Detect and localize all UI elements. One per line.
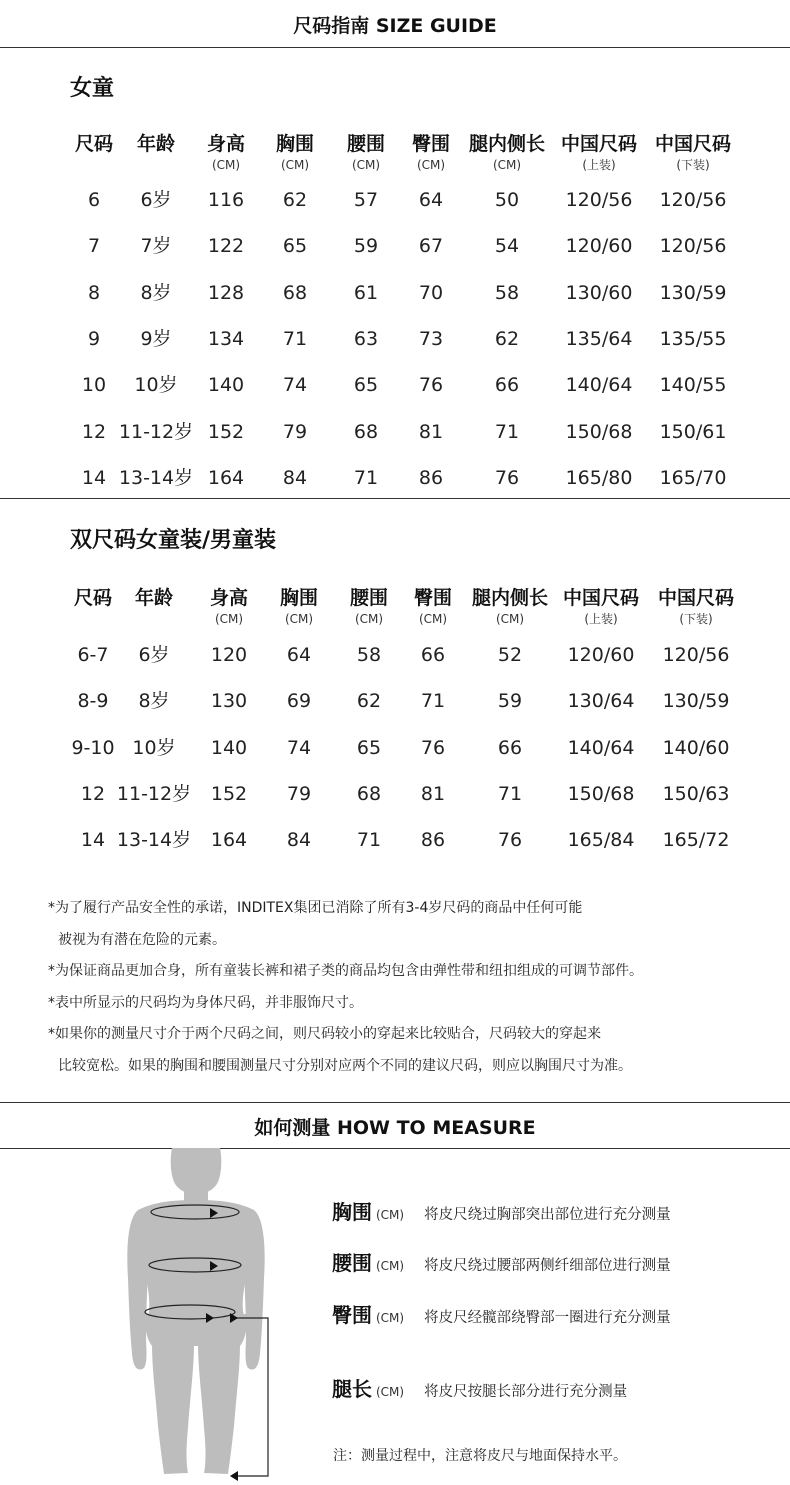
table-cell: 63	[353, 328, 379, 350]
table-cell: 64	[418, 189, 444, 211]
table-cell: 62	[282, 189, 308, 211]
column-header	[643, 133, 743, 173]
measure-label: 胸围	[332, 1200, 372, 1224]
table-cell: 11-12岁	[118, 421, 194, 443]
table-cell: 120/60	[567, 644, 635, 666]
table-cell: 68	[282, 282, 308, 304]
table-cell: 79	[286, 783, 312, 805]
table-cell: 140	[210, 737, 248, 759]
column-header	[457, 133, 557, 173]
table-cell: 73	[418, 328, 444, 350]
column-header-label: 中国尺码	[562, 587, 639, 609]
table-cell: 71	[497, 783, 523, 805]
table-cell: 122	[207, 235, 245, 257]
column-header-unit: (上装)	[582, 158, 616, 172]
note-line: *为保证商品更加合身，所有童装长裤和裙子类的商品均包含由弹性带和纽扣组成的可调节部件。	[48, 963, 643, 979]
table-cell: 135/64	[565, 328, 633, 350]
table-cell: 140/64	[567, 737, 635, 759]
table-cell: 8岁	[138, 690, 170, 712]
note-line: 被视为有潜在危险的元素。	[58, 931, 226, 948]
column-header-label: 身高	[209, 587, 248, 609]
table-cell: 9-10	[71, 737, 115, 759]
table-cell: 68	[353, 421, 379, 443]
measure-unit: (CM)	[376, 1385, 405, 1399]
table-cell: 150/68	[565, 421, 633, 443]
size-guide-title: 尺码指南 SIZE GUIDE	[293, 15, 497, 37]
table-cell: 74	[286, 737, 312, 759]
column-header-label: 腿内侧长	[468, 133, 545, 155]
table-cell: 67	[418, 235, 444, 257]
table-cell: 130/59	[659, 282, 727, 304]
table-cell: 66	[420, 644, 446, 666]
table-cell: 120/56	[662, 644, 730, 666]
column-header	[646, 587, 746, 627]
table-cell: 165/72	[662, 829, 730, 851]
table-cell: 130	[210, 690, 248, 712]
table-cell: 86	[418, 467, 444, 489]
column-header-label: 身高	[206, 133, 245, 155]
table-cell: 164	[207, 467, 245, 489]
column-header	[549, 133, 649, 173]
table-title: 双尺码女童装/男童装	[70, 528, 277, 553]
table-cell: 165/80	[565, 467, 633, 489]
column-header-unit: (CM)	[354, 612, 384, 626]
column-header-unit: (CM)	[211, 158, 241, 172]
table-cell: 10	[81, 374, 107, 396]
table-cell: 71	[420, 690, 446, 712]
table-cell: 64	[286, 644, 312, 666]
column-header	[460, 587, 560, 627]
table-cell: 71	[494, 421, 520, 443]
note-line: *表中所显示的尺码均为身体尺码，并非服饰尺寸。	[48, 994, 363, 1011]
table-cell: 71	[353, 467, 379, 489]
table-cell: 13-14岁	[118, 467, 194, 489]
measure-item-waist	[332, 1247, 671, 1276]
body-figure-illustration	[110, 1148, 285, 1483]
table-cell: 50	[494, 189, 520, 211]
table-cell: 59	[497, 690, 523, 712]
table-cell: 65	[282, 235, 308, 257]
table-cell: 152	[207, 421, 245, 443]
table-cell: 164	[210, 829, 248, 851]
column-header-unit: (下装)	[679, 612, 713, 626]
table-cell: 135/55	[659, 328, 727, 350]
table-cell: 58	[356, 644, 382, 666]
table-cell: 65	[356, 737, 382, 759]
table-cell: 10岁	[134, 374, 178, 396]
column-header-unit: (下装)	[676, 158, 710, 172]
table-cell: 140/60	[662, 737, 730, 759]
table-cell: 79	[282, 421, 308, 443]
column-header-label: 年龄	[136, 133, 175, 155]
column-header-label: 中国尺码	[657, 587, 734, 609]
measure-unit: (CM)	[376, 1259, 405, 1273]
table-cell: 120/60	[565, 235, 633, 257]
table-cell: 140	[207, 374, 245, 396]
table-cell: 52	[497, 644, 523, 666]
table-cell: 58	[494, 282, 520, 304]
table-cell: 76	[497, 829, 523, 851]
column-header-label: 臀围	[411, 133, 450, 155]
column-header-label: 尺码	[73, 587, 112, 609]
table-cell: 84	[282, 467, 308, 489]
column-header-unit: (CM)	[351, 158, 381, 172]
column-header-label: 胸围	[275, 133, 314, 155]
table-cell: 165/70	[659, 467, 727, 489]
table-cell: 81	[418, 421, 444, 443]
column-header-unit: (CM)	[280, 158, 310, 172]
column-header-unit: (CM)	[492, 158, 522, 172]
table-cell: 150/61	[659, 421, 727, 443]
column-header-label: 腿内侧长	[471, 587, 548, 609]
table-cell: 71	[356, 829, 382, 851]
table-cell: 66	[494, 374, 520, 396]
table-cell: 7岁	[140, 235, 172, 257]
table-cell: 74	[282, 374, 308, 396]
table-cell: 6-7	[77, 644, 109, 666]
measure-desc: 将皮尺绕过胸部突出部位进行充分测量	[424, 1207, 671, 1223]
body-silhouette	[127, 1148, 264, 1474]
table-cell: 120/56	[659, 235, 727, 257]
table-cell: 140/55	[659, 374, 727, 396]
table-cell: 6岁	[140, 189, 172, 211]
table-cell: 68	[356, 783, 382, 805]
table-cell: 165/84	[567, 829, 635, 851]
table-cell: 150/68	[567, 783, 635, 805]
table-cell: 62	[494, 328, 520, 350]
table-cell: 81	[420, 783, 446, 805]
measure-unit: (CM)	[376, 1208, 405, 1222]
measure-item-leg	[332, 1373, 627, 1402]
note-line: *为了履行产品安全性的承诺，INDITEX集团已消除了所有3-4岁尺码的商品中任何可能	[48, 900, 583, 916]
measure-label: 腰围	[332, 1251, 372, 1275]
table-cell: 116	[207, 189, 245, 211]
table-cell: 86	[420, 829, 446, 851]
measure-desc: 将皮尺经髋部绕臀部一圈进行充分测量	[424, 1310, 671, 1326]
table-cell: 71	[282, 328, 308, 350]
table-cell: 76	[494, 467, 520, 489]
table-cell: 12	[80, 783, 106, 805]
table-cell: 11-12岁	[116, 783, 192, 805]
column-header-unit: (CM)	[418, 612, 448, 626]
table-cell: 128	[207, 282, 245, 304]
table-cell: 59	[353, 235, 379, 257]
divider	[0, 498, 790, 499]
table-cell: 76	[418, 374, 444, 396]
table-cell: 9	[87, 328, 101, 350]
arrow-icon	[230, 1471, 238, 1481]
column-header-unit: (CM)	[495, 612, 525, 626]
column-header	[551, 587, 651, 627]
table-cell: 65	[353, 374, 379, 396]
table-cell: 14	[81, 467, 107, 489]
measure-label: 臀围	[332, 1303, 372, 1327]
table-cell: 10岁	[132, 737, 176, 759]
column-header-unit: (CM)	[284, 612, 314, 626]
table-cell: 84	[286, 829, 312, 851]
table-cell: 70	[418, 282, 444, 304]
table-cell: 150/63	[662, 783, 730, 805]
table-cell: 14	[80, 829, 106, 851]
table-cell: 62	[356, 690, 382, 712]
column-header-label: 胸围	[279, 587, 318, 609]
column-header-label: 臀围	[413, 587, 452, 609]
measure-footnote: 注：测量过程中，注意将皮尺与地面保持水平。	[333, 1448, 627, 1464]
table-cell: 120/56	[659, 189, 727, 211]
measure-desc: 将皮尺绕过腰部两侧纤细部位进行测量	[424, 1258, 671, 1274]
table-cell: 61	[353, 282, 379, 304]
table-cell: 54	[494, 235, 520, 257]
table-cell: 7	[87, 235, 101, 257]
table-cell: 9岁	[140, 328, 172, 350]
note-line: 比较宽松。如果的胸围和腰围测量尺寸分别对应两个不同的建议尺码，则应以胸围尺寸为准。	[58, 1057, 632, 1074]
table-cell: 69	[286, 690, 312, 712]
divider	[0, 1102, 790, 1103]
column-header-unit: (CM)	[416, 158, 446, 172]
table-cell: 130/59	[662, 690, 730, 712]
table-cell: 140/64	[565, 374, 633, 396]
table-cell: 13-14岁	[116, 829, 192, 851]
column-header-label: 中国尺码	[560, 133, 637, 155]
table-cell: 130/64	[567, 690, 635, 712]
measure-item-hip	[332, 1299, 671, 1328]
measure-unit: (CM)	[376, 1311, 405, 1325]
column-header-label: 年龄	[134, 587, 173, 609]
table-cell: 152	[210, 783, 248, 805]
table-cell: 120/56	[565, 189, 633, 211]
column-header-label: 尺码	[74, 133, 113, 155]
table-cell: 120	[210, 644, 248, 666]
table-cell: 66	[497, 737, 523, 759]
measure-label: 腿长	[332, 1377, 372, 1401]
table-cell: 8	[87, 282, 101, 304]
measure-item-chest	[332, 1196, 671, 1225]
table-cell: 130/60	[565, 282, 633, 304]
table-cell: 134	[207, 328, 245, 350]
table-cell: 8-9	[77, 690, 109, 712]
divider	[0, 47, 790, 48]
table-cell: 8岁	[140, 282, 172, 304]
table-cell: 6岁	[138, 644, 170, 666]
table-cell: 76	[420, 737, 446, 759]
column-header-unit: (CM)	[214, 612, 244, 626]
column-header-label: 中国尺码	[654, 133, 731, 155]
table-cell: 12	[81, 421, 107, 443]
notes	[48, 893, 643, 1082]
column-header-label: 腰围	[349, 587, 388, 609]
table-cell: 6	[87, 189, 101, 211]
measure-desc: 将皮尺按腿长部分进行充分测量	[424, 1384, 628, 1400]
column-header-unit: (上装)	[584, 612, 618, 626]
how-to-measure-title: 如何测量 HOW TO MEASURE	[254, 1117, 536, 1139]
table-title: 女童	[70, 76, 115, 101]
column-header-label: 腰围	[346, 133, 385, 155]
table-cell: 57	[353, 189, 379, 211]
note-line: *如果你的测量尺寸介于两个尺码之间，则尺码较小的穿起来比较贴合，尺码较大的穿起来	[48, 1026, 601, 1042]
